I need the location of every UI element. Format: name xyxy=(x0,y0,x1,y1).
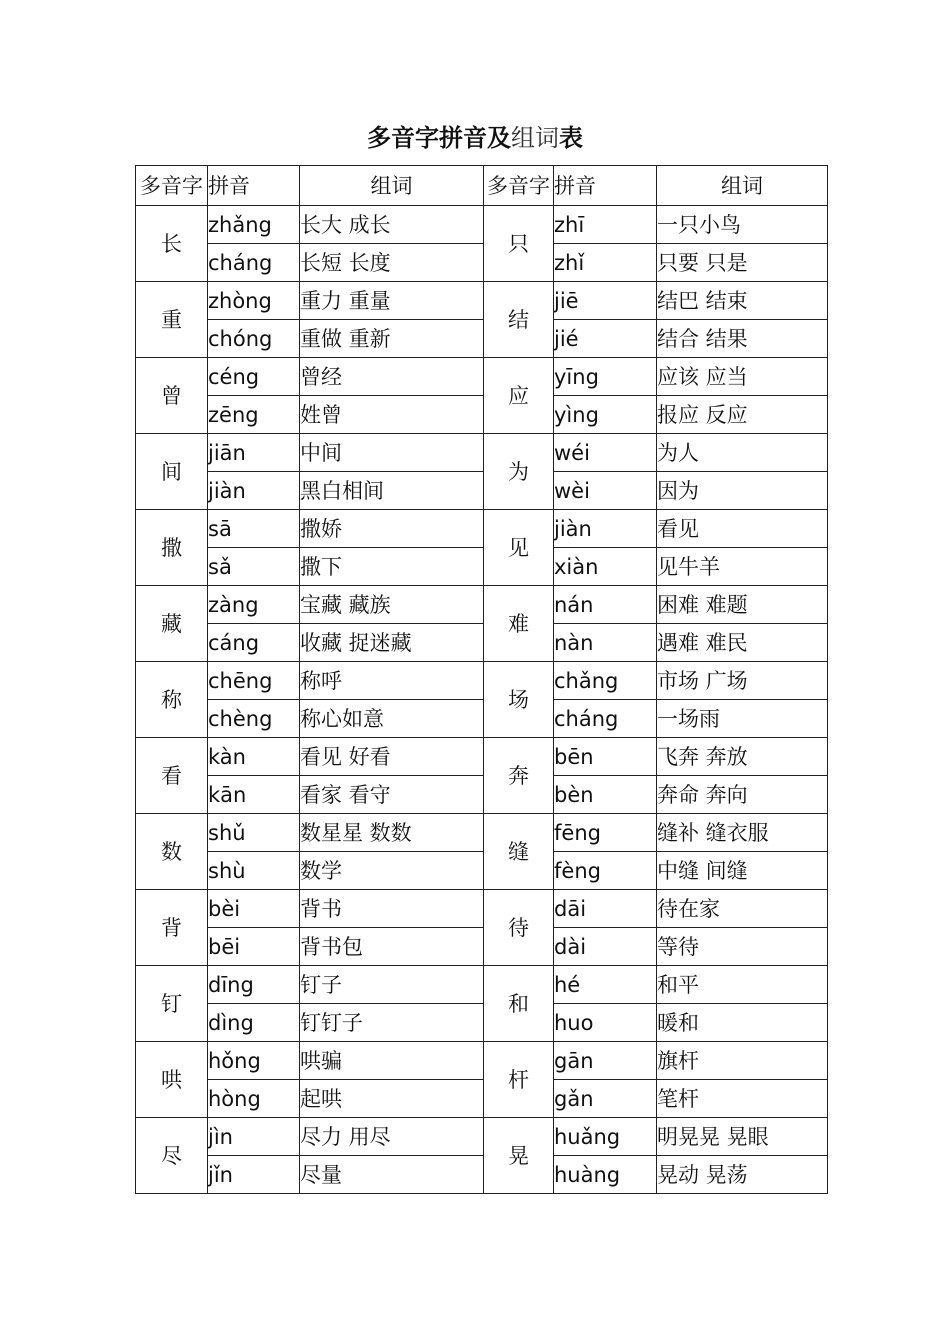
pinyin-cell: zàng xyxy=(208,586,300,624)
polyphone-char: 奔 xyxy=(484,738,554,814)
words-cell: 姓曾 xyxy=(300,396,484,434)
polyphone-char: 缝 xyxy=(484,814,554,890)
words-cell: 钉钉子 xyxy=(300,1004,484,1042)
pinyin-cell: kàn xyxy=(208,738,300,776)
table-row xyxy=(136,1042,828,1080)
table-row xyxy=(136,206,828,244)
header-char-right: 多音字 xyxy=(484,166,554,206)
pinyin-cell: sā xyxy=(208,510,300,548)
polyphone-char: 结 xyxy=(484,282,554,358)
pinyin-cell: yīng xyxy=(554,358,657,396)
words-cell: 撒下 xyxy=(300,548,484,586)
words-cell: 数学 xyxy=(300,852,484,890)
header-pinyin-right: 拼音 xyxy=(554,166,657,206)
table-row xyxy=(136,434,828,472)
pinyin-cell: céng xyxy=(208,358,300,396)
words-cell: 笔杆 xyxy=(657,1080,828,1118)
pinyin-cell: jié xyxy=(554,320,657,358)
pinyin-cell: zhī xyxy=(554,206,657,244)
table-row xyxy=(136,586,828,624)
header-words-left: 组词 xyxy=(300,166,484,206)
pinyin-cell: zhǐ xyxy=(554,244,657,282)
pinyin-cell: hǒng xyxy=(208,1042,300,1080)
pinyin-cell: chǎng xyxy=(554,662,657,700)
polyphone-char: 杆 xyxy=(484,1042,554,1118)
words-cell: 尽量 xyxy=(300,1156,484,1194)
words-cell: 市场 广场 xyxy=(657,662,828,700)
pinyin-cell: zhǎng xyxy=(208,206,300,244)
words-cell: 一只小鸟 xyxy=(657,206,828,244)
table-row xyxy=(136,1080,828,1118)
pinyin-cell: dài xyxy=(554,928,657,966)
pinyin-cell: gān xyxy=(554,1042,657,1080)
words-cell: 看见 xyxy=(657,510,828,548)
table-row xyxy=(136,320,828,358)
pinyin-cell: jiān xyxy=(208,434,300,472)
words-cell: 黑白相间 xyxy=(300,472,484,510)
words-cell: 重做 重新 xyxy=(300,320,484,358)
words-cell: 背书 xyxy=(300,890,484,928)
pinyin-cell: huo xyxy=(554,1004,657,1042)
words-cell: 为人 xyxy=(657,434,828,472)
header-pinyin-left: 拼音 xyxy=(208,166,300,206)
words-cell: 中间 xyxy=(300,434,484,472)
words-cell: 宝藏 藏族 xyxy=(300,586,484,624)
table-row xyxy=(136,966,828,1004)
table-row xyxy=(136,700,828,738)
words-cell: 收藏 捉迷藏 xyxy=(300,624,484,662)
pinyin-cell: jiàn xyxy=(208,472,300,510)
words-cell: 哄骗 xyxy=(300,1042,484,1080)
words-cell: 晃动 晃荡 xyxy=(657,1156,828,1194)
polyphone-char: 尽 xyxy=(136,1118,208,1194)
words-cell: 中缝 间缝 xyxy=(657,852,828,890)
words-cell: 背书包 xyxy=(300,928,484,966)
pinyin-cell: cháng xyxy=(554,700,657,738)
pinyin-cell: huǎng xyxy=(554,1118,657,1156)
words-cell: 撒娇 xyxy=(300,510,484,548)
words-cell: 奔命 奔向 xyxy=(657,776,828,814)
polyphone-char: 数 xyxy=(136,814,208,890)
pinyin-cell: dìng xyxy=(208,1004,300,1042)
title-light: 组词 xyxy=(511,124,559,152)
table-row xyxy=(136,396,828,434)
words-cell: 称呼 xyxy=(300,662,484,700)
title-tail: 表 xyxy=(559,124,583,152)
pinyin-cell: kān xyxy=(208,776,300,814)
polyphone-char: 为 xyxy=(484,434,554,510)
polyphone-char: 称 xyxy=(136,662,208,738)
pinyin-cell: cháng xyxy=(208,244,300,282)
pinyin-cell: gǎn xyxy=(554,1080,657,1118)
title-main: 多音字拼音及 xyxy=(367,124,511,152)
polyphone-char: 只 xyxy=(484,206,554,282)
words-cell: 结巴 结束 xyxy=(657,282,828,320)
pinyin-cell: hé xyxy=(554,966,657,1004)
words-cell: 明晃晃 晃眼 xyxy=(657,1118,828,1156)
words-cell: 看家 看守 xyxy=(300,776,484,814)
pinyin-cell: jǐn xyxy=(208,1156,300,1194)
pinyin-cell: yìng xyxy=(554,396,657,434)
polyphone-char: 长 xyxy=(136,206,208,282)
pinyin-cell: nàn xyxy=(554,624,657,662)
words-cell: 只要 只是 xyxy=(657,244,828,282)
words-cell: 暖和 xyxy=(657,1004,828,1042)
pinyin-cell: dāi xyxy=(554,890,657,928)
polyphone-char: 重 xyxy=(136,282,208,358)
pinyin-cell: wèi xyxy=(554,472,657,510)
table-row xyxy=(136,852,828,890)
pinyin-cell: cáng xyxy=(208,624,300,662)
pinyin-cell: fēng xyxy=(554,814,657,852)
table-body xyxy=(136,206,828,1194)
polyphonic-table xyxy=(135,165,828,1194)
pinyin-cell: huàng xyxy=(554,1156,657,1194)
words-cell: 数星星 数数 xyxy=(300,814,484,852)
table-row xyxy=(136,1156,828,1194)
table-row xyxy=(136,928,828,966)
pinyin-cell: zhòng xyxy=(208,282,300,320)
words-cell: 困难 难题 xyxy=(657,586,828,624)
polyphone-char: 曾 xyxy=(136,358,208,434)
pinyin-cell: chēng xyxy=(208,662,300,700)
polyphone-char: 难 xyxy=(484,586,554,662)
words-cell: 等待 xyxy=(657,928,828,966)
table-row xyxy=(136,510,828,548)
words-cell: 长大 成长 xyxy=(300,206,484,244)
polyphone-char: 钉 xyxy=(136,966,208,1042)
pinyin-cell: bēn xyxy=(554,738,657,776)
words-cell: 结合 结果 xyxy=(657,320,828,358)
table-row xyxy=(136,282,828,320)
table-row xyxy=(136,548,828,586)
words-cell: 因为 xyxy=(657,472,828,510)
table-row xyxy=(136,472,828,510)
polyphone-char: 晃 xyxy=(484,1118,554,1194)
pinyin-cell: chóng xyxy=(208,320,300,358)
polyphone-char: 看 xyxy=(136,738,208,814)
words-cell: 重力 重量 xyxy=(300,282,484,320)
polyphone-char: 待 xyxy=(484,890,554,966)
table-row xyxy=(136,358,828,396)
pinyin-cell: bèn xyxy=(554,776,657,814)
pinyin-cell: jiàn xyxy=(554,510,657,548)
pinyin-cell: wéi xyxy=(554,434,657,472)
polyphone-char: 藏 xyxy=(136,586,208,662)
pinyin-cell: chèng xyxy=(208,700,300,738)
polyphone-char: 哄 xyxy=(136,1042,208,1118)
pinyin-cell: zēng xyxy=(208,396,300,434)
words-cell: 钉子 xyxy=(300,966,484,1004)
table-row xyxy=(136,738,828,776)
words-cell: 尽力 用尽 xyxy=(300,1118,484,1156)
words-cell: 曾经 xyxy=(300,358,484,396)
table-row xyxy=(136,1004,828,1042)
pinyin-cell: sǎ xyxy=(208,548,300,586)
header-char-left: 多音字 xyxy=(136,166,208,206)
words-cell: 旗杆 xyxy=(657,1042,828,1080)
table-row xyxy=(136,662,828,700)
pinyin-cell: nán xyxy=(554,586,657,624)
polyphone-char: 撒 xyxy=(136,510,208,586)
words-cell: 缝补 缝衣服 xyxy=(657,814,828,852)
pinyin-cell: fèng xyxy=(554,852,657,890)
words-cell: 飞奔 奔放 xyxy=(657,738,828,776)
polyphone-char: 间 xyxy=(136,434,208,510)
words-cell: 和平 xyxy=(657,966,828,1004)
words-cell: 看见 好看 xyxy=(300,738,484,776)
table-row xyxy=(136,776,828,814)
table-row xyxy=(136,244,828,282)
pinyin-cell: xiàn xyxy=(554,548,657,586)
words-cell: 起哄 xyxy=(300,1080,484,1118)
header-words-right: 组词 xyxy=(657,166,828,206)
words-cell: 待在家 xyxy=(657,890,828,928)
pinyin-cell: bèi xyxy=(208,890,300,928)
polyphone-char: 和 xyxy=(484,966,554,1042)
pinyin-cell: dīng xyxy=(208,966,300,1004)
polyphone-char: 背 xyxy=(136,890,208,966)
pinyin-cell: jiē xyxy=(554,282,657,320)
words-cell: 报应 反应 xyxy=(657,396,828,434)
table-row xyxy=(136,624,828,662)
table-row xyxy=(136,1118,828,1156)
polyphone-char: 应 xyxy=(484,358,554,434)
pinyin-cell: hòng xyxy=(208,1080,300,1118)
words-cell: 称心如意 xyxy=(300,700,484,738)
words-cell: 应该 应当 xyxy=(657,358,828,396)
pinyin-cell: bēi xyxy=(208,928,300,966)
words-cell: 见牛羊 xyxy=(657,548,828,586)
pinyin-cell: jìn xyxy=(208,1118,300,1156)
table-row xyxy=(136,814,828,852)
polyphone-char: 场 xyxy=(484,662,554,738)
words-cell: 遇难 难民 xyxy=(657,624,828,662)
header-row xyxy=(136,166,828,206)
words-cell: 一场雨 xyxy=(657,700,828,738)
pinyin-cell: shǔ xyxy=(208,814,300,852)
page-title xyxy=(0,118,950,158)
pinyin-cell: shù xyxy=(208,852,300,890)
words-cell: 长短 长度 xyxy=(300,244,484,282)
table-row xyxy=(136,890,828,928)
polyphone-char: 见 xyxy=(484,510,554,586)
